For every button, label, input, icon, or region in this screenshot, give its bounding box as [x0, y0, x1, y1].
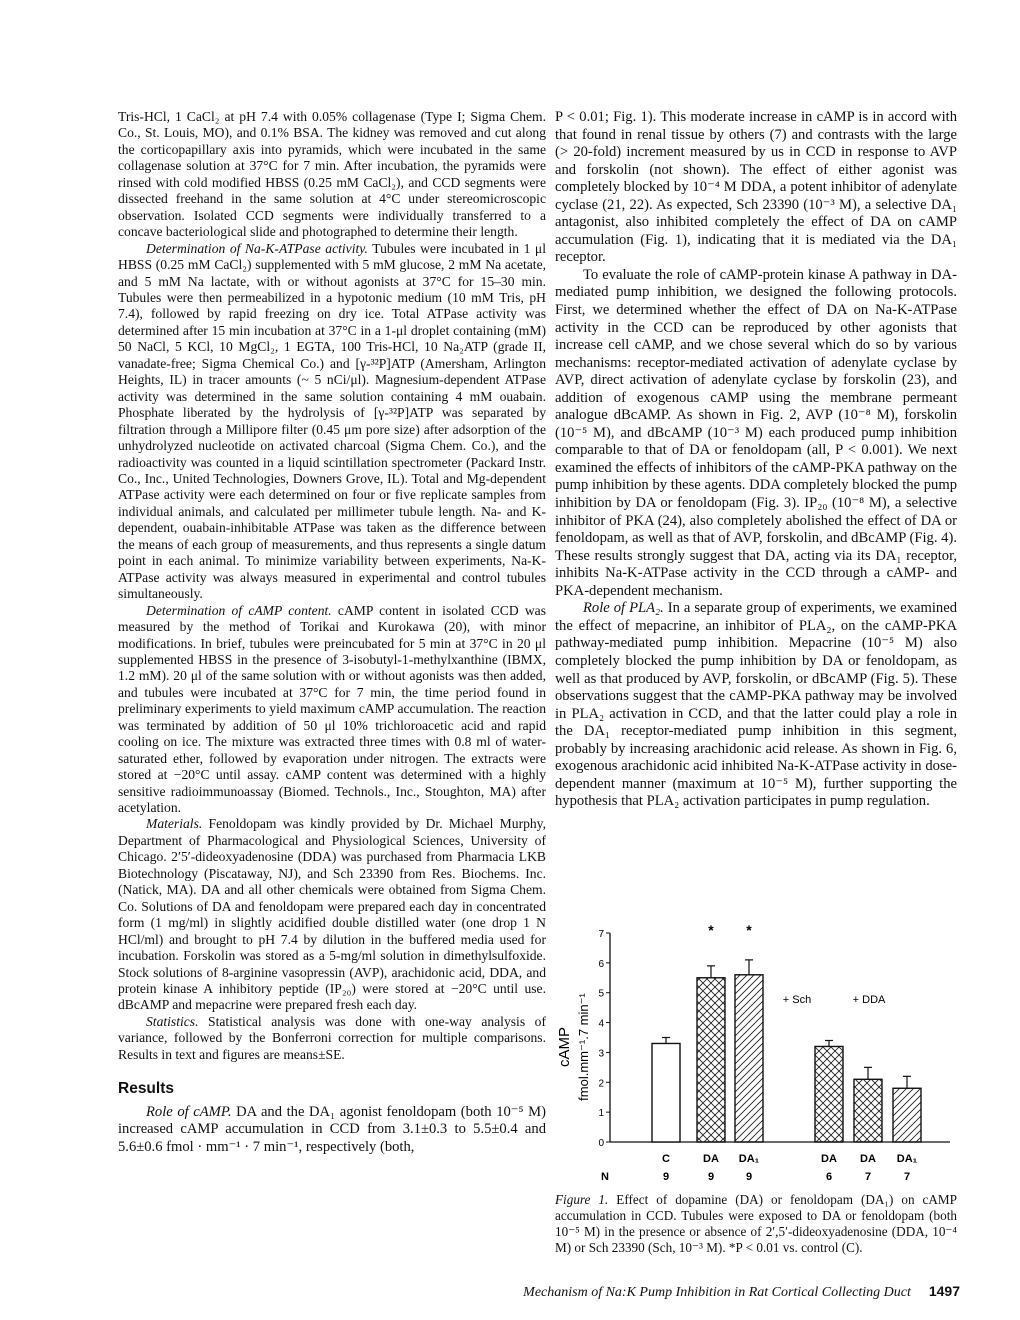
y-tick-label: 6: [598, 958, 604, 970]
sch-group-label: + Sch: [782, 994, 812, 1006]
n-value: 7: [903, 1171, 911, 1183]
n-value: 9: [707, 1171, 715, 1183]
right-paragraph-3: Role of PLA₂. In a separate group of experiments, we examined the effect of mepacrine, an inhibitor of PLA₂, on the cAMP-PKA pathway-mediated pump inhibition. Mepacrine (10⁻⁵ M) also completely blocked the pump inhibition by DA or fenoldopam, as well as that produced by AVP, forskolin, or dBcAMP (Fig. 5). These observations suggest that the cAMP-PKA pathway may be involved in PLA₂ activation in CCD, and that the latter could play a role in the DA₁ receptor-mediated pump inhibition in this segment, probably by increasing arachidonic acid release. As shown in Fig. 6, exogenous arachidonic acid inhibited Na-K-ATPase activity in dose-dependent manner (maximum at 10⁻⁵ M), further supporting the hypothesis that PLA₂ activation participates in pump regulation.: [555, 600, 958, 810]
x-category-label: DA: [703, 1153, 719, 1165]
n-value: 9: [745, 1171, 753, 1183]
right-paragraph-2: To evaluate the role of cAMP-protein kinase A pathway in DA-mediated pump inhibition, we designed the following protocols. First, we determined whether the effect of DA on Na-K-ATPase activity in the CCD can be reproduced by other agonists that increase cell cAMP, and we chose several which do so by various mechanisms: receptor-mediated activation of adenylate cyclase by AVP, direct activation of adenylate cyclase by forskolin (23), and addition of exogenous cAMP using the membrane permeant analogue dBcAMP. As shown in Fig. 2, AVP (10⁻⁸ M), forskolin (10⁻⁵ M), and dBcAMP (10⁻³ M) each produced pump inhibition comparable to that of DA or fenoldopam (all, P < 0.001). We next examined the effects of inhibitors of the cAMP-PKA pathway on the pump inhibition by these agents. DDA completely blocked the pump inhibition by DA or fenoldopam (Fig. 3). IP₂₀ (10⁻⁸ M), a selective inhibitor of PKA (24), also completely abolished the effect of DA or fenoldopam, as well as that of AVP, forskolin, and dBcAMP (Fig. 4). These results strongly suggest that DA, acting via its DA₁ receptor, inhibits Na-K-ATPase activity in the CCD through a cAMP- and PKA-dependent mechanism.: [555, 266, 957, 599]
n-row-label: N: [601, 1171, 609, 1183]
significance-marker: *: [746, 922, 752, 938]
right-paragraph-1: P < 0.01; Fig. 1). This moderate increase in cAMP is in accord with that found in renal tissue by others (7) and contrasts with the large (> 20-fold) increment measured by us in CCD in response to AVP and forskolin (not shown). The effect of either agonist was completely blocked by 10⁻⁴ M DDA, a potent inhibitor of adenylate cyclase (21, 22). As expected, Sch 23390 (10⁻³ M), a selective DA₁ antagonist, also inhibited completely the effect of DA on cAMP accumulation (Fig. 1), indicating that it is mediated via the DA₁ receptor.: [555, 109, 957, 266]
x-category-label: DA: [821, 1153, 837, 1165]
figure-1-chart: [555, 915, 957, 1195]
figure-1-caption: Figure 1. Effect of dopamine (DA) or fenoldopam (DA₁) on cAMP accumulation in CCD. Tubules were exposed to DA or fenoldopam (both 10⁻⁵ M) in the presence or absence of 2′,5′-dideoxyadenosine (DDA, 10⁻⁴ M) or Sch 23390 (Sch, 10⁻³ M). *P < 0.01 vs. control (C).: [555, 1192, 957, 1255]
subheading-na-k-atpase: Determination of Na-K-ATPase activity.: [146, 240, 368, 256]
subheading-role-of-pla2: Role of PLA₂.: [583, 600, 664, 617]
y-tick-label: 0: [598, 1138, 604, 1149]
left-paragraph-5: Statistics. Statistical analysis was done with one-way analysis of variance, followed by the Bonferroni correction for multiple comparisons. Results in text and figures are means±SE.: [118, 1013, 546, 1062]
running-title: Mechanism of Na:K Pump Inhibition in Rat Cortical Collecting Duct: [523, 1285, 911, 1300]
left-paragraph-1: Tris-HCl, 1 CaCl₂ at pH 7.4 with 0.05% collagenase (Type I; Sigma Chem. Co., St. Louis, MO), and 0.1% BSA. The kidney was removed and cut along the corticopapillary axis into pyramids, which were incubated in the same collagenase solution at 37°C for 7 min. After incubation, the pyramids were rinsed with cold modified HBSS (0.25 mM CaCl₂), and CCD segments were dissected freehand in the same solution at 4°C under stereomicroscopic observation. Isolated CCD segments were individually transferred to a concave bacteriological slide and photographed to determine their length.: [118, 109, 546, 240]
page-number: 1497: [928, 1283, 960, 1299]
y-tick-label: 2: [598, 1078, 604, 1090]
bar: [854, 1079, 882, 1142]
bar: [652, 1043, 680, 1142]
x-category-label: DA: [860, 1153, 876, 1165]
caption-label: Figure 1.: [555, 1192, 609, 1207]
x-category-label: C: [662, 1153, 670, 1165]
y-tick-label: 5: [598, 988, 604, 1000]
y-tick-label: 1: [598, 1108, 604, 1120]
y-axis-label-line2: fmol.mm⁻¹.7 min⁻¹: [576, 993, 591, 1101]
x-category-label: DA₁: [738, 1153, 760, 1165]
y-tick-label: 3: [598, 1048, 604, 1060]
left-paragraph-4: Materials. Fenoldopam was kindly provided by Dr. Michael Murphy, Department of Pharmacological and Physiological Sciences, University of Chicago. 2′5′-dideoxyadenosine (DDA) was purchased from Pharmacia LKB Biotechnology (Piscataway, NJ), and Sch 23390 from Res. Biochems. Inc. (Natick, MA). DA and all other chemicals were obtained from Sigma Chem. Co. Solutions of DA and fenoldopam were prepared each day in concentrated form (1 mg/ml) in slightly acidified double distilled water (one drop 1 N HCl/ml) and brought to pH 7.4 by dilution in the buffered media used for incubation. Forskolin was stored as a 5-mg/ml solution in dimethylsulfoxide. Stock solutions of 8-arginine vasopressin (AVP), arachidonic acid, DDA, and protein kinase A inhibitory peptide (IP₂₀) were stored at −20°C until use. dBcAMP and mepacrine were prepared fresh each day.: [118, 816, 546, 1013]
subheading-camp-content: Determination of cAMP content.: [146, 602, 332, 618]
subheading-role-of-camp: Role of cAMP.: [146, 1103, 232, 1120]
bar: [893, 1088, 921, 1142]
bar: [697, 978, 725, 1142]
results-heading: Results: [118, 1080, 174, 1098]
plot-area: [598, 922, 950, 1183]
left-paragraph-3: Determination of cAMP content. cAMP content in isolated CCD was measured by the method of Torikai and Kurokawa (20), with minor modifications. In brief, tubules were preincubated for 5 min at 37°C in 20 μl supplemented HBSS in the presence of 3-isobutyl-1-methylxanthine (IBMX, 1.2 mM). 20 μl of the same solution with or without agonists was then added, and tubules were incubated at 37°C for 7 min, the time period found in preliminary experiments to yield maximum cAMP accumulation. The reaction was terminated by addition of 50 μl 10% trichloroacetic acid and rapid cooling on ice. The mixture was extracted three times with 0.8 ml of water-saturated ether, followed by evaporation under nitrogen. The extracts were stored at −20°C until assay. cAMP content was determined with a highly sensitive radioimmunoassay (Biomed. Technols., Inc., Stoughton, MA) after acetylation.: [118, 602, 547, 816]
right-column: [555, 109, 957, 811]
figure-1: [555, 915, 957, 1195]
y-axis-label: [556, 993, 591, 1101]
page-footer: [490, 1283, 960, 1301]
left-paragraph-6: Role of cAMP. DA and the DA₁ agonist fenoldopam (both 10⁻⁵ M) increased cAMP accumulation in CCD from 3.1±0.3 to 5.5±0.4 and 5.6±0.6 fmol · mm⁻¹ · 7 min⁻¹, respectively (both,: [118, 1103, 546, 1155]
left-column: [118, 109, 546, 1156]
bar: [815, 1046, 843, 1142]
y-axis-label-line1: cAMP: [556, 1026, 573, 1068]
significance-marker: *: [708, 922, 714, 938]
subheading-statistics: Statistics.: [146, 1013, 199, 1029]
subheading-materials: Materials.: [146, 816, 203, 832]
bar: [735, 975, 763, 1142]
dda-group-label: + DDA: [852, 994, 886, 1006]
left-paragraph-2: Determination of Na-K-ATPase activity. Tubules were incubated in 1 μl HBSS (0.25 mM CaCl₂) supplemented with 5 mM glucose, 2 mM Na acetate, and 5 mM Na lactate, with or without agonists at 37°C for 15–30 min. Tubules were then permeabilized in a hypotonic medium (10 mM Tris, pH 7.4), followed by rapid freezing on dry ice. Total ATPase activity was determined after 15 min incubation at 37°C in a 1-μl droplet containing (mM) 50 NaCl, 5 KCl, 10 MgCl₂, 1 EGTA, 100 Tris-HCl, 10 Na₂ATP (grade II, vanadate-free; Sigma Chemical Co.) and [γ-³²P]ATP (Amersham, Arlington Heights, IL) in tracer amounts (~ 5 nCi/μl). Magnesium-dependent ATPase activity was determined in the same solution containing 4 mM ouabain. Phosphate liberated by the hydrolysis of [γ-³²P]ATP was separated by filtration through a Millipore filter (0.45 μm pore size) after adsorption of the unhydrolyzed nucleotide on activated charcoal (Sigma Chem. Co.), and the radioactivity was counted in a liquid scintillation spectrometer (Packard Instr. Co., Inc., United Technologies, Downers Grove, IL). Total and Mg-dependent ATPase activity were each determined on four or five replicate samples from individual animals, and calculated per millimeter tubule length. Na- and K-dependent, ouabain-inhibitable ATPase was taken as the difference between the means of each group of measurements, and thus represents a single datum point in each animal. To minimize variability between experiments, Na-K-ATPase activity was always measured in experimental and control tubules simultaneously.: [118, 240, 546, 602]
x-category-label: DA₁: [896, 1153, 918, 1165]
n-value: 6: [825, 1171, 833, 1183]
n-value: 7: [864, 1171, 872, 1183]
y-tick-label: 4: [598, 1018, 604, 1030]
n-value: 9: [662, 1171, 670, 1183]
y-tick-label: 7: [598, 929, 604, 940]
